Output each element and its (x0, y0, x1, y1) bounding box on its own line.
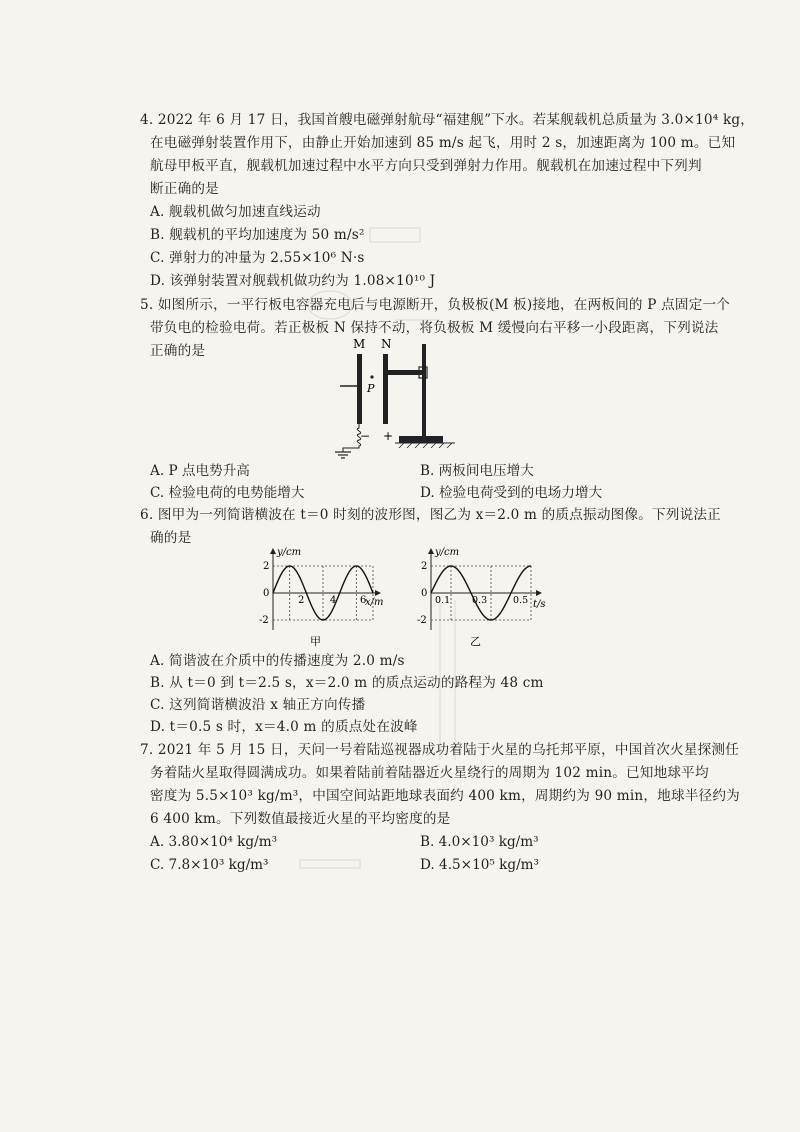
y-tick-2: 2 (263, 561, 270, 572)
q6-option-c: C. 这列简谐横波沿 x 轴正方向传播 (150, 697, 366, 713)
wave-graph-jia (255, 545, 400, 650)
graph-caption-yi: 乙 (470, 635, 481, 648)
q4-line-4: 断正确的是 (150, 181, 219, 197)
y-tick-2: 2 (421, 561, 428, 572)
y-axis-label: y/cm (277, 547, 302, 558)
q5-option-c: C. 检验电荷的电势能增大 (150, 485, 305, 501)
x-axis-label: x/m (365, 597, 384, 608)
x-tick-4: 4 (330, 595, 337, 606)
q4-line-1: 4. 2022 年 6 月 17 日，我国首艘电磁弹射航母“福建舰”下水。若某舰载机总质量为 3.0×10⁴ kg， (140, 112, 755, 128)
y-tick-neg2: -2 (259, 615, 269, 626)
q4-line-2: 在电磁弹射装置作用下，由静止开始加速到 85 m/s 起飞，用时 2 s，加速距离为 100 m。已知 (150, 135, 736, 151)
stand-rod (422, 344, 426, 436)
q7-line-4: 6 400 km。下列数值最接近火星的平均密度的是 (150, 811, 451, 827)
y-tick-0: 0 (263, 588, 270, 599)
q4-option-c: C. 弹射力的冲量为 2.55×10⁶ N·s (150, 250, 365, 266)
q6-option-a: A. 简谐波在介质中的传播速度为 2.0 m/s (150, 653, 405, 669)
point-p (370, 375, 373, 378)
q6-option-b: B. 从 t＝0 到 t＝2.5 s，x＝2.0 m 的质点运动的路程为 48 cm (150, 675, 544, 691)
t-tick-0.1: 0.1 (435, 595, 451, 606)
graph-caption-jia: 甲 (310, 635, 321, 648)
t-tick-0.5: 0.5 (513, 595, 529, 606)
q7-option-d: D. 4.5×10⁵ kg/m³ (420, 857, 539, 873)
q7-line-3: 密度为 5.5×10³ kg/m³，中国空间站距地球表面约 400 km，周期约为 90 min，地球半径约为 (150, 788, 740, 804)
q7-option-c: C. 7.8×10³ kg/m³ (150, 857, 269, 873)
q7-option-b: B. 4.0×10³ kg/m³ (420, 834, 539, 850)
q5-option-a: A. P 点电势升高 (150, 463, 250, 479)
q4-option-d: D. 该弹射装置对舰载机做功约为 1.08×10¹⁰ J (150, 273, 436, 289)
q5-option-d: D. 检验电荷受到的电场力增大 (420, 485, 603, 501)
q7-option-a: A. 3.80×10⁴ kg/m³ (150, 834, 278, 850)
plate-n-label: N (381, 337, 392, 351)
q4-line-3: 航母甲板平直，舰载机加速过程中水平方向只受到弹射力作用。舰载机在加速过程中下列判 (150, 158, 702, 174)
q6-option-d: D. t＝0.5 s 时，x＝4.0 m 的质点处在波峰 (150, 719, 418, 735)
stand-arm (388, 370, 422, 375)
plate-m (357, 354, 362, 424)
q5-line-1: 5. 如图所示，一平行板电容器充电后与电源断开，负极板(M 板)接地，在两板间的 P 点固定一个 (140, 297, 731, 313)
y-axis-label: y/cm (435, 547, 460, 558)
point-p-label: P (367, 382, 375, 395)
stand-base (399, 436, 443, 443)
q5-line-2: 带负电的检验电荷。若正极板 N 保持不动，将负极板 M 缓慢向右平移一小段距离，下列说法 (150, 320, 719, 336)
q6-line-1: 6. 图甲为一列简谐横波在 t＝0 时刻的波形图，图乙为 x＝2.0 m 的质点振动图像。下列说法正 (140, 507, 721, 523)
plate-n (383, 354, 388, 424)
q7-line-2: 务着陆火星取得圆满成功。如果着陆前着陆器近火星绕行的周期为 102 min。已知地球平均 (150, 765, 709, 781)
plus-sign: + (383, 429, 394, 443)
y-tick-0: 0 (421, 588, 428, 599)
minus-sign: − (360, 429, 371, 443)
x-tick-2: 2 (298, 595, 305, 606)
q5-line-3: 正确的是 (150, 343, 206, 359)
capacitor-diagram (325, 336, 475, 461)
t-axis-label: t/s (533, 599, 546, 610)
spring-icon (343, 424, 361, 452)
plate-m-label: M (353, 337, 366, 351)
q4-option-a: A. 舰载机做匀加速直线运动 (150, 204, 321, 220)
q5-option-b: B. 两板间电压增大 (420, 463, 534, 479)
y-tick-neg2: -2 (417, 615, 427, 626)
q4-option-b: B. 舰载机的平均加速度为 50 m/s² (150, 227, 365, 243)
q6-line-2: 确的是 (150, 530, 192, 546)
q7-line-1: 7. 2021 年 5 月 15 日，天问一号着陆巡视器成功着陆于火星的乌托邦平原，中国首次火星探测任 (140, 742, 740, 758)
t-tick-0.3: 0.3 (472, 595, 488, 606)
vibration-graph-yi (413, 545, 563, 650)
x-tick-6: 6 (360, 595, 367, 606)
